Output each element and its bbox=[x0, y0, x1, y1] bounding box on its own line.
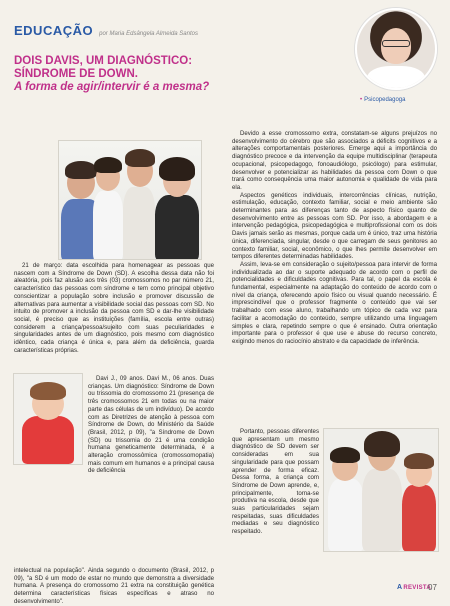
kid-2-body bbox=[402, 485, 436, 551]
author-byline: por Maria Edsângela Almeida Santos bbox=[99, 31, 198, 37]
paragraph-5: Aspectos genéticos individuais, intercorrências clínicas, nutrição, estimulação, educação, contexto familiar, social e meio ambiente são determinantes para as diferenças tanto de aspecto físico quanto de desenvolvimento entre as pessoas com SD. Por isso, a abordagem e a intervenção pedagógica, psicopedagógica e multiprofissional com os dois Davis jamais serão as mesmas, porque cada um é único, traz uma história única, diferenciada, singular, desde o que carregam de seus genitores ao contexto familiar, social, econômico, o que lhes permite desenvolver em tempos diferentes determinadas habilidades. bbox=[232, 191, 437, 261]
person-4-body bbox=[155, 195, 199, 260]
right-column bbox=[232, 130, 437, 346]
author-portrait bbox=[355, 8, 437, 90]
magazine-logo bbox=[397, 584, 431, 591]
child-photo bbox=[13, 373, 83, 465]
headline-line-2: SÍNDROME DE DOWN. bbox=[14, 68, 138, 80]
person-1-hair bbox=[65, 161, 97, 179]
paragraph-7: Portanto, pessoas diferentes que apresentam um mesmo diagnóstico de SD devem ser consideradas em sua singularidade para que possam aprender de forma eficaz. Dessa forma, a criança com Síndrome de Down aprende, e, principalmente, torna-se produtiva na escola, desde que suas particularidades sejam respeitadas, suas dificuldades mediadas e seu diagnóstico respeitado. bbox=[232, 428, 319, 536]
family-photo bbox=[323, 428, 439, 552]
kid-1-hair bbox=[330, 447, 360, 463]
child-hair bbox=[30, 382, 66, 400]
intro-paragraph bbox=[14, 262, 214, 354]
portrait-shirt bbox=[367, 66, 425, 90]
paragraph-6: Assim, leva-se em consideração o sujeito/pessoa para intervir de forma individualizada ao dar o suporte adequado de acordo com o perfil de potencialidades e dificuldades cognitivas. Para tal, o papel da escola é fundamental, especialmente na adaptação do conteúdo de acordo com o nível da criança, oferecendo apoio físico ou visual quando necessário. É imprescindível que o professor fragmente o conteúdo que vai ser trabalhado com esse aluno, trabalhando um tópico de cada vez para facilitar a acomodação do conteúdo, sempre utilizando uma linguagem simples e clara, repetindo sempre o que é ensinado. Outra orientação importante para o professor é que use e abuse do recurso concreto, exigindo menos do raciocínio abstrato e da capacidade de inferência. bbox=[232, 260, 437, 345]
bullet-icon: • bbox=[360, 97, 363, 103]
paragraph-2: Davi J., 09 anos. Davi M., 06 anos. Duas crianças. Um diagnóstico: Síndrome de Down ou trissomia do cromossomo 21 (presença de três cromossomos 21 em todas ou na maior parte das células de um indivíduo). De acordo com as Diretrizes de atenção à pessoa com Síndrome de Down, do Ministério da Saúde (Brasil, 2012, p 09), "a Síndrome de Down (SD) ou trissomia do 21 é uma condição humana geneticamente determinada, é a alteração cromossômica (cromossomopatia) mais comum em humanos e a principal causa de deficiência bbox=[88, 375, 214, 475]
author-role-label: Psicopedagoga bbox=[364, 97, 406, 103]
person-3-body bbox=[123, 187, 155, 260]
adult-hair bbox=[364, 431, 400, 457]
davis-paragraph bbox=[88, 375, 214, 475]
person-2-hair bbox=[94, 157, 122, 173]
paragraph-4: Devido a esse cromossomo extra, constatam-se alguns prejuízos no desenvolvimento do cérebro que são associados a déficits cognitivos e a alterações comportamentais posteriores. Emerge aqui a importância do diagnóstico precoce e da intervenção da equipe multidisciplinar (terapeuta ocupacional, psicopedagogo, fonoaudiólogo, psicólogo) para estimular, desenvolver e potencializar as habilidades da pessoa com Down o que trará como consequência uma maior autonomia e qualidade de vida para ela. bbox=[232, 130, 437, 191]
article-headline bbox=[14, 55, 274, 94]
paragraph-1: 21 de março: data escolhida para homenagear as pessoas que nascem com a Síndrome de Down (SD). A escolha dessa data não foi aleatória, pois faz alusão aos três (03) cromossomos no par número 21, característico das pessoas com síndrome e tem como principal objetivo conscientizar a população sobre inclusão e promover discussão de alternativas para aumentar a visibilidade social das pessoas com SD. No intuito de promover a inclusão da pessoa com SD e dar-lhe visibilidade social, é preciso que as instituições (família, escola entre outras) considerem a criança/pessoa/sujeito com suas peculiaridades e singularidades antes de um diagnóstico, pois mesmo com diagnóstico idêntico, cada criança é única e, para além da deficiência, guarda características próprias. bbox=[14, 262, 214, 354]
portrait-glasses bbox=[382, 40, 410, 47]
author-role bbox=[360, 97, 405, 103]
logo-mark: A bbox=[397, 584, 403, 591]
headline-subtitle: A forma de agir/intervir é a mesma? bbox=[14, 81, 210, 93]
person-4-hair bbox=[159, 157, 195, 181]
page-number: 07 bbox=[428, 583, 437, 592]
headline-line-1: DOIS DAVIS, UM DIAGNÓSTICO: bbox=[14, 55, 193, 67]
section-header bbox=[14, 23, 198, 38]
kid-1-body bbox=[328, 479, 364, 551]
kid-2-hair bbox=[404, 453, 434, 469]
adult-body bbox=[362, 469, 402, 551]
conclusion-paragraph bbox=[232, 428, 319, 536]
section-title: EDUCAÇÃO bbox=[14, 23, 94, 38]
child-shirt bbox=[22, 416, 74, 464]
group-photo bbox=[58, 140, 202, 260]
person-3-hair bbox=[125, 149, 155, 167]
logo-text: REVISTA bbox=[403, 584, 432, 591]
person-2-body bbox=[93, 191, 123, 260]
paragraph-3: intelectual na população". Ainda segundo o documento (Brasil, 2012, p 09), "a SD é um modo de estar no mundo que demonstra a diversidade humana. A presença do cromossomo 21 extra na constituição genética determina características físicas específicas e atraso no desenvolvimento". bbox=[14, 567, 214, 605]
